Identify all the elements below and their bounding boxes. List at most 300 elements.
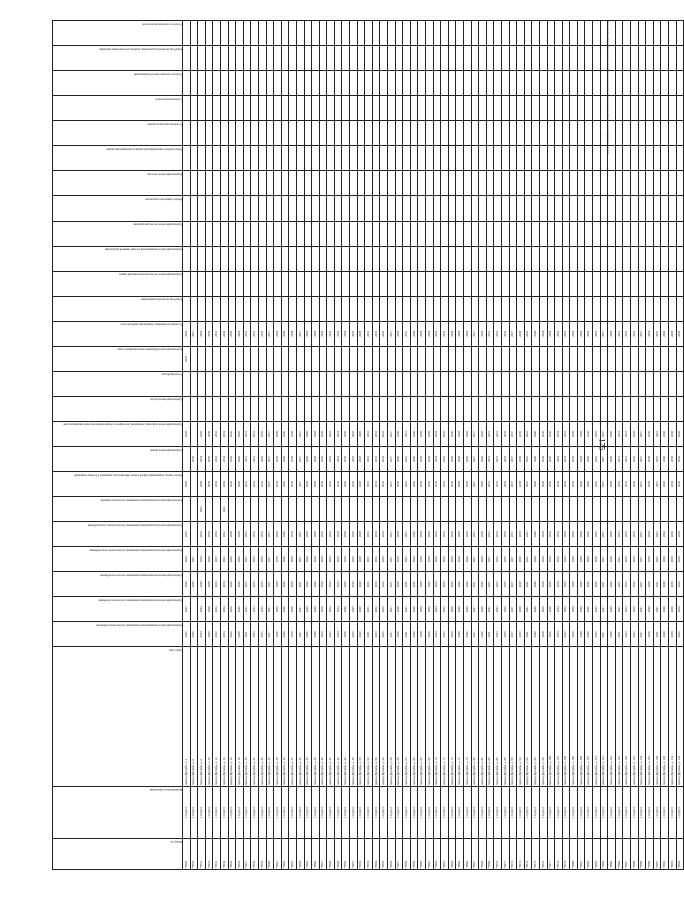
row-year-cell: 2028 xyxy=(456,446,464,471)
row-year-cell xyxy=(350,146,358,171)
row-year-cell: 2041 xyxy=(653,572,661,597)
row-year-cell xyxy=(426,271,434,296)
row-year-cell xyxy=(501,346,509,371)
row-year-cell xyxy=(509,146,517,171)
row-year-cell: 2040 xyxy=(281,446,289,471)
row-year-cell xyxy=(243,21,251,46)
row-year-cell xyxy=(281,121,289,146)
row-year-cell xyxy=(646,71,654,96)
row-year-cell xyxy=(266,271,274,296)
row-year-cell xyxy=(304,146,312,171)
row-year-cell xyxy=(585,246,593,271)
row-year-cell xyxy=(213,196,221,221)
row-year-cell: 2035 xyxy=(380,597,388,622)
row-year-cell xyxy=(350,246,358,271)
row-year-cell: 2036 xyxy=(547,321,555,346)
row-year-cell: 2027 xyxy=(600,321,608,346)
row-year-cell xyxy=(555,346,563,371)
row-year-cell: 2028 xyxy=(577,547,585,572)
row-year-cell: 2030 xyxy=(448,472,456,497)
row-year-cell: 2035 xyxy=(501,522,509,547)
row-year-cell xyxy=(342,146,350,171)
row-year-cell xyxy=(676,221,684,246)
row-year-cell: 2030 xyxy=(570,597,578,622)
row-year-cell xyxy=(372,71,380,96)
row-year-cell xyxy=(243,121,251,146)
header-work: Капитальный ремонт внутридомовых инженерных систем газоснабжения xyxy=(53,572,183,597)
row-year-cell: 2039 xyxy=(517,421,525,446)
row-year-cell xyxy=(524,371,532,396)
row-year-cell xyxy=(479,171,487,196)
row-year-cell xyxy=(395,271,403,296)
row-year-cell: 2038 xyxy=(418,472,426,497)
row-year-cell: 2026 xyxy=(463,446,471,471)
row-number: 75939. xyxy=(258,839,266,870)
row-year-cell: 2029 xyxy=(608,572,616,597)
row-year-cell: 2033 xyxy=(251,522,259,547)
row-year-cell: 2034 xyxy=(334,622,342,647)
row-year-cell xyxy=(274,221,282,246)
row-year-cell xyxy=(486,146,494,171)
row-year-cell xyxy=(350,96,358,121)
header-work: Капитальный ремонт крыши xyxy=(53,446,183,471)
row-year-cell xyxy=(304,346,312,371)
row-year-cell: 2036 xyxy=(547,622,555,647)
row-year-cell xyxy=(296,396,304,421)
row-year-cell: 2028 xyxy=(456,421,464,446)
row-year-cell: 2040 xyxy=(532,321,540,346)
row-year-cell xyxy=(547,371,555,396)
row-city: г. Сургут xyxy=(608,786,616,839)
row-number: 75936. xyxy=(236,839,244,870)
row-year-cell xyxy=(562,96,570,121)
row-year-cell xyxy=(479,146,487,171)
row-year-cell xyxy=(418,371,426,396)
row-year-cell: 2035 xyxy=(501,472,509,497)
row-year-cell xyxy=(258,296,266,321)
row-year-cell xyxy=(494,171,502,196)
row-year-cell xyxy=(479,21,487,46)
row-address: проезд Дружбы, д. 76 xyxy=(456,647,464,786)
row-year-cell xyxy=(555,271,563,296)
row-year-cell xyxy=(570,371,578,396)
row-year-cell xyxy=(281,271,289,296)
row-year-cell xyxy=(228,146,236,171)
row-year-cell: 2036 xyxy=(228,622,236,647)
row-year-cell: 2038 xyxy=(669,522,677,547)
row-year-cell: 2026 xyxy=(304,472,312,497)
row-year-cell xyxy=(547,296,555,321)
row-year-cell: 2039 xyxy=(646,446,654,471)
row-year-cell xyxy=(638,171,646,196)
row-year-cell: 2026 xyxy=(463,547,471,572)
row-year-cell: 2025 xyxy=(350,421,358,446)
row-year-cell xyxy=(539,46,547,71)
row-city: г. Сургут xyxy=(395,786,403,839)
row-year-cell xyxy=(289,121,297,146)
row-year-cell xyxy=(661,171,669,196)
row-year-cell xyxy=(646,246,654,271)
row-year-cell xyxy=(646,121,654,146)
row-year-cell: 2025 xyxy=(190,572,198,597)
row-year-cell xyxy=(638,71,646,96)
row-year-cell xyxy=(532,396,540,421)
row-year-cell xyxy=(623,246,631,271)
header-work: Капитальный ремонт внутридомовых инженерных систем водоотведения xyxy=(53,497,183,522)
row-year-cell: 2025 xyxy=(593,446,601,471)
row-year-cell xyxy=(593,21,601,46)
row-year-cell xyxy=(357,196,365,221)
row-year-cell xyxy=(562,296,570,321)
row-year-cell: 2037 xyxy=(388,522,396,547)
row-year-cell xyxy=(342,271,350,296)
row-year-cell xyxy=(365,396,373,421)
row-year-cell xyxy=(296,497,304,522)
row-year-cell xyxy=(403,196,411,221)
row-year-cell xyxy=(380,371,388,396)
row-year-cell: 2026 xyxy=(585,522,593,547)
row-year-cell xyxy=(441,221,449,246)
row-year-cell xyxy=(334,497,342,522)
row-year-cell: 2028 xyxy=(456,321,464,346)
row-year-cell: 2025 xyxy=(183,522,191,547)
row-year-cell: 2033 xyxy=(623,597,631,622)
row-year-cell xyxy=(258,246,266,271)
row-year-cell xyxy=(456,271,464,296)
row-year-cell xyxy=(296,96,304,121)
row-year-cell xyxy=(653,196,661,221)
row-year-cell: 2040 xyxy=(410,321,418,346)
table-row xyxy=(463,21,471,870)
row-year-cell xyxy=(608,96,616,121)
row-year-cell xyxy=(555,96,563,121)
row-year-cell xyxy=(463,497,471,522)
row-address: проезд Дружбы, д. 34 xyxy=(296,647,304,786)
row-year-cell xyxy=(251,46,259,71)
row-year-cell xyxy=(600,96,608,121)
row-year-cell xyxy=(198,146,206,171)
row-year-cell: 2037 xyxy=(388,446,396,471)
row-number: 75961. xyxy=(426,839,434,870)
row-year-cell: 2032 xyxy=(441,472,449,497)
row-year-cell xyxy=(585,171,593,196)
row-year-cell: 2041 xyxy=(524,321,532,346)
row-year-cell xyxy=(471,46,479,71)
row-year-cell: 2030 xyxy=(319,321,327,346)
row-year-cell xyxy=(220,21,228,46)
row-year-cell xyxy=(593,146,601,171)
row-year-cell xyxy=(251,196,259,221)
row-year-cell: 2041 xyxy=(220,522,228,547)
row-year-cell xyxy=(304,171,312,196)
row-address: проезд Дружбы, д. 118 xyxy=(615,647,623,786)
row-city: г. Сургут xyxy=(281,786,289,839)
row-year-cell xyxy=(562,246,570,271)
row-year-cell xyxy=(372,371,380,396)
row-year-cell xyxy=(403,497,411,522)
row-year-cell xyxy=(236,346,244,371)
row-year-cell xyxy=(228,497,236,522)
row-year-cell xyxy=(365,96,373,121)
row-year-cell xyxy=(547,71,555,96)
row-year-cell: 2030 xyxy=(319,421,327,446)
row-year-cell xyxy=(517,146,525,171)
row-year-cell xyxy=(236,46,244,71)
row-year-cell xyxy=(357,396,365,421)
row-number: 75945. xyxy=(304,839,312,870)
row-year-cell: 2037 xyxy=(266,547,274,572)
row-year-cell xyxy=(479,246,487,271)
row-year-cell xyxy=(243,296,251,321)
row-year-cell: 2027 xyxy=(471,572,479,597)
table-row xyxy=(608,21,616,870)
row-year-cell xyxy=(380,21,388,46)
row-year-cell xyxy=(418,171,426,196)
row-year-cell: 2040 xyxy=(410,421,418,446)
row-year-cell: 2027 xyxy=(600,472,608,497)
row-year-cell xyxy=(410,271,418,296)
row-year-cell: 2038 xyxy=(418,522,426,547)
row-year-cell: 2038 xyxy=(418,597,426,622)
row-year-cell: 2029 xyxy=(608,421,616,446)
row-year-cell: 2035 xyxy=(501,572,509,597)
row-address: проезд Дружбы, д. 104 xyxy=(562,647,570,786)
row-year-cell: 2035 xyxy=(631,472,639,497)
row-year-cell xyxy=(669,221,677,246)
row-year-cell: 2041 xyxy=(403,321,411,346)
row-year-cell xyxy=(205,296,213,321)
row-year-cell: 2036 xyxy=(342,321,350,346)
row-year-cell xyxy=(646,296,654,321)
row-year-cell xyxy=(585,21,593,46)
row-city: г. Сургут xyxy=(350,786,358,839)
row-year-cell: 2033 xyxy=(372,421,380,446)
table-row xyxy=(577,21,585,870)
row-year-cell xyxy=(524,396,532,421)
row-year-cell: 2041 xyxy=(524,597,532,622)
row-year-cell: 2034 xyxy=(433,622,441,647)
row-year-cell xyxy=(441,171,449,196)
row-year-cell xyxy=(638,221,646,246)
row-year-cell xyxy=(577,171,585,196)
row-year-cell xyxy=(517,71,525,96)
row-year-cell xyxy=(577,497,585,522)
row-year-cell: 2035 xyxy=(501,446,509,471)
row-year-cell xyxy=(213,221,221,246)
row-year-cell xyxy=(661,146,669,171)
row-year-cell xyxy=(463,221,471,246)
row-year-cell xyxy=(319,296,327,321)
row-year-cell xyxy=(456,46,464,71)
row-year-cell xyxy=(608,497,616,522)
row-year-cell xyxy=(372,497,380,522)
row-year-cell xyxy=(494,96,502,121)
row-year-cell xyxy=(403,21,411,46)
row-year-cell xyxy=(433,196,441,221)
row-year-cell xyxy=(327,171,335,196)
row-year-cell: 2027 xyxy=(471,547,479,572)
row-year-cell xyxy=(334,21,342,46)
row-year-cell xyxy=(403,46,411,71)
row-year-cell: 2036 xyxy=(228,421,236,446)
row-year-cell xyxy=(600,171,608,196)
row-year-cell xyxy=(661,497,669,522)
row-city: г. Сургут xyxy=(509,786,517,839)
row-year-cell xyxy=(608,171,616,196)
row-year-cell xyxy=(433,246,441,271)
row-year-cell xyxy=(319,497,327,522)
row-year-cell xyxy=(555,146,563,171)
row-number: 75981. xyxy=(577,839,585,870)
row-year-cell: 2029 xyxy=(236,547,244,572)
row-year-cell xyxy=(433,221,441,246)
row-year-cell xyxy=(570,21,578,46)
row-year-cell xyxy=(615,46,623,71)
table-row xyxy=(274,21,282,870)
row-year-cell xyxy=(289,196,297,221)
row-year-cell: 2027 xyxy=(296,446,304,471)
row-year-cell xyxy=(517,96,525,121)
row-year-cell xyxy=(410,21,418,46)
row-year-cell xyxy=(426,296,434,321)
row-year-cell: 2040 xyxy=(661,321,669,346)
row-year-cell xyxy=(547,246,555,271)
row-year-cell: 2035 xyxy=(631,547,639,572)
row-year-cell xyxy=(274,121,282,146)
row-year-cell: 2040 xyxy=(532,597,540,622)
row-number: 75963. xyxy=(441,839,449,870)
header-work: Капитальный ремонт системы противопожарной защиты xyxy=(53,271,183,296)
row-year-cell: 2032 xyxy=(441,446,449,471)
row-year-cell: 2025 xyxy=(593,321,601,346)
row-year-cell: 2035 xyxy=(258,522,266,547)
row-year-cell xyxy=(319,396,327,421)
row-year-cell xyxy=(281,71,289,96)
table-row xyxy=(426,21,434,870)
row-year-cell xyxy=(243,497,251,522)
row-city: г. Сургут xyxy=(289,786,297,839)
row-year-cell: 2025 xyxy=(593,597,601,622)
table-row xyxy=(289,21,297,870)
row-year-cell xyxy=(653,71,661,96)
row-year-cell: 2027 xyxy=(471,446,479,471)
row-year-cell xyxy=(433,46,441,71)
row-address: проезд Дружбы, д. 20 xyxy=(243,647,251,786)
row-year-cell: 2025 xyxy=(593,572,601,597)
row-year-cell xyxy=(350,46,358,71)
row-year-cell: 2041 xyxy=(524,472,532,497)
row-city: г. Сургут xyxy=(228,786,236,839)
row-year-cell xyxy=(562,46,570,71)
row-year-cell xyxy=(334,371,342,396)
row-year-cell xyxy=(638,396,646,421)
row-year-cell xyxy=(274,371,282,396)
row-year-cell: 2032 xyxy=(562,547,570,572)
row-year-cell xyxy=(258,121,266,146)
row-year-cell: 2033 xyxy=(494,321,502,346)
row-year-cell xyxy=(669,96,677,121)
row-address: проезд Дружбы, д. 50 xyxy=(357,647,365,786)
row-year-cell: 2036 xyxy=(426,572,434,597)
row-year-cell xyxy=(372,46,380,71)
row-city: г. Сургут xyxy=(258,786,266,839)
row-year-cell: 2033 xyxy=(372,622,380,647)
row-year-cell xyxy=(228,171,236,196)
row-address: проезд Дружбы, д. 38 xyxy=(312,647,320,786)
row-year-cell xyxy=(372,296,380,321)
row-year-cell xyxy=(365,246,373,271)
table-row xyxy=(236,21,244,870)
header-work: Устройство выходов на кровлю xyxy=(53,121,183,146)
row-year-cell: 2027 xyxy=(600,597,608,622)
row-year-cell: 2034 xyxy=(334,472,342,497)
row-year-cell xyxy=(380,71,388,96)
row-year-cell xyxy=(608,121,616,146)
row-year-cell xyxy=(669,121,677,146)
row-year-cell: 2034 xyxy=(198,522,206,547)
row-year-cell: 2031 xyxy=(243,622,251,647)
row-year-cell: 2036 xyxy=(228,522,236,547)
row-year-cell: 2040 xyxy=(661,421,669,446)
row-year-cell xyxy=(266,171,274,196)
row-year-cell xyxy=(471,146,479,171)
row-year-cell xyxy=(410,221,418,246)
row-number: 75949. xyxy=(334,839,342,870)
row-number: 75968. xyxy=(479,839,487,870)
row-year-cell xyxy=(304,221,312,246)
row-year-cell xyxy=(555,196,563,221)
row-city: г. Сургут xyxy=(570,786,578,839)
row-year-cell xyxy=(623,371,631,396)
row-year-cell xyxy=(638,346,646,371)
row-year-cell xyxy=(547,396,555,421)
row-year-cell xyxy=(448,171,456,196)
row-year-cell xyxy=(266,196,274,221)
row-year-cell xyxy=(296,71,304,96)
row-year-cell xyxy=(653,346,661,371)
row-year-cell: 2031 xyxy=(615,421,623,446)
row-city: г. Сургут xyxy=(494,786,502,839)
row-year-cell xyxy=(198,71,206,96)
row-city: г. Сургут xyxy=(236,786,244,839)
row-year-cell xyxy=(388,171,396,196)
row-year-cell xyxy=(365,271,373,296)
row-year-cell xyxy=(570,296,578,321)
table-row xyxy=(183,21,191,870)
row-year-cell xyxy=(463,346,471,371)
table-row xyxy=(327,21,335,870)
row-year-cell: 2039 xyxy=(274,597,282,622)
row-year-cell xyxy=(501,246,509,271)
row-year-cell: 2036 xyxy=(547,421,555,446)
row-year-cell: 2029 xyxy=(479,321,487,346)
row-year-cell xyxy=(183,171,191,196)
row-year-cell xyxy=(183,71,191,96)
row-year-cell xyxy=(236,296,244,321)
row-year-cell: 2031 xyxy=(615,472,623,497)
row-year-cell xyxy=(570,246,578,271)
row-year-cell: 2039 xyxy=(517,321,525,346)
row-year-cell xyxy=(380,146,388,171)
row-year-cell: 2034 xyxy=(334,522,342,547)
row-year-cell xyxy=(539,146,547,171)
row-year-cell: 2037 xyxy=(266,597,274,622)
row-year-cell xyxy=(448,246,456,271)
row-year-cell: 2040 xyxy=(281,421,289,446)
row-year-cell xyxy=(342,21,350,46)
row-year-cell xyxy=(669,371,677,396)
row-year-cell: 2036 xyxy=(342,522,350,547)
